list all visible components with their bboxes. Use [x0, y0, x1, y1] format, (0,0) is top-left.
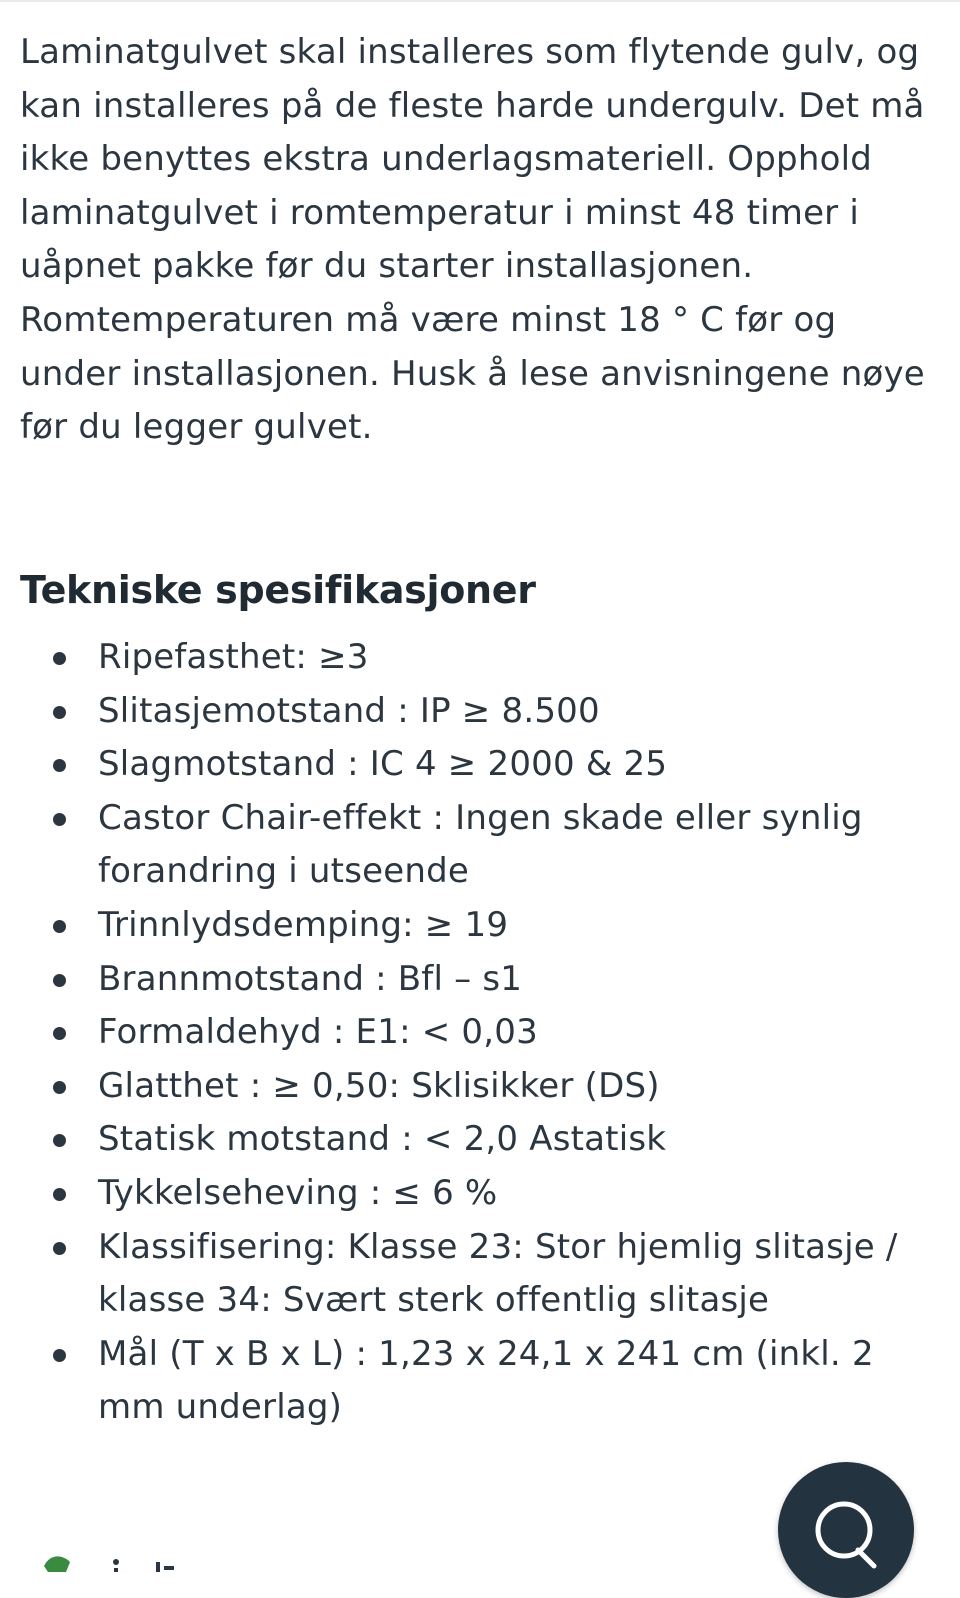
spec-item-text: Slitasjemotstand : IP ≥ 8.500	[98, 690, 600, 731]
spec-item	[0, 1221, 940, 1328]
spec-item	[0, 1167, 940, 1221]
spec-item	[0, 631, 940, 685]
spec-item-text: Ripefasthet: ≥3	[98, 637, 369, 677]
spec-item-text: Brannmotstand : Bfl – s1	[98, 958, 523, 999]
spec-item-text: Slagmotstand : IC 4 ≥ 2000 & 25	[98, 744, 668, 785]
spec-item	[0, 1060, 940, 1114]
spec-item-text: Trinnlydsdemping: ≥ 19	[98, 904, 509, 945]
intro-paragraph: Laminatgulvet skal installeres som flytende gulv, og kan installeres på de fleste harde undergulv. Det må ikke benyttes ekstra underlagsmateriell. Opphold laminatgulvet i romtemperatur i minst 48 timer i uåpnet pakke før du starter installasjonen. Romtemperaturen må være minst 18 ° C før og under installasjonen. Husk å lese anvisningene nøye før du legger gulvet.	[20, 32, 925, 448]
spec-list	[0, 631, 940, 1435]
bullet-icon	[53, 1188, 66, 1201]
spec-item-text: Statisk motstand : < 2,0 Astatisk	[98, 1119, 667, 1160]
spec-item-text: Glatthet : ≥ 0,50: Sklisikker (DS)	[98, 1065, 660, 1106]
bullet-icon	[53, 1349, 66, 1362]
chat-bubble-icon	[808, 1496, 884, 1572]
bullet-icon	[53, 1134, 66, 1147]
top-divider	[0, 0, 960, 2]
bullet-icon	[53, 1242, 66, 1255]
bullet-icon	[53, 813, 66, 826]
spec-item	[0, 738, 940, 792]
spec-item-text: Mål (T x B x L) : 1,23 x 24,1 x 241 cm (inkl. 2 mm underlag)	[98, 1333, 874, 1428]
spec-item	[0, 685, 940, 739]
spec-item	[0, 1006, 940, 1060]
spec-item	[0, 1113, 940, 1167]
footer-text-fragment	[104, 1548, 184, 1572]
section-title: Tekniske spesifikasjoner	[20, 568, 536, 612]
bullet-icon	[53, 759, 66, 772]
spec-item-text: Formaldehyd : E1: < 0,03	[98, 1012, 538, 1053]
spec-item	[0, 1328, 940, 1435]
spec-item-text: Castor Chair-effekt : Ingen skade eller synlig forandring i utseende	[98, 797, 863, 892]
bullet-icon	[53, 652, 66, 665]
bullet-icon	[53, 974, 66, 987]
bullet-icon	[53, 706, 66, 719]
bullet-icon	[53, 920, 66, 933]
spec-item	[0, 953, 940, 1007]
spec-item-text: Klassifisering: Klasse 23: Stor hjemlig slitasje / klasse 34: Svært sterk offentlig slitasje	[98, 1226, 898, 1321]
chat-button[interactable]	[778, 1462, 914, 1598]
leaf-icon	[40, 1552, 80, 1572]
spec-item-text: Tykkelseheving : ≤ 6 %	[98, 1172, 498, 1213]
spec-item	[0, 792, 940, 899]
bullet-icon	[53, 1027, 66, 1040]
bullet-icon	[53, 1081, 66, 1094]
spec-item	[0, 899, 940, 953]
